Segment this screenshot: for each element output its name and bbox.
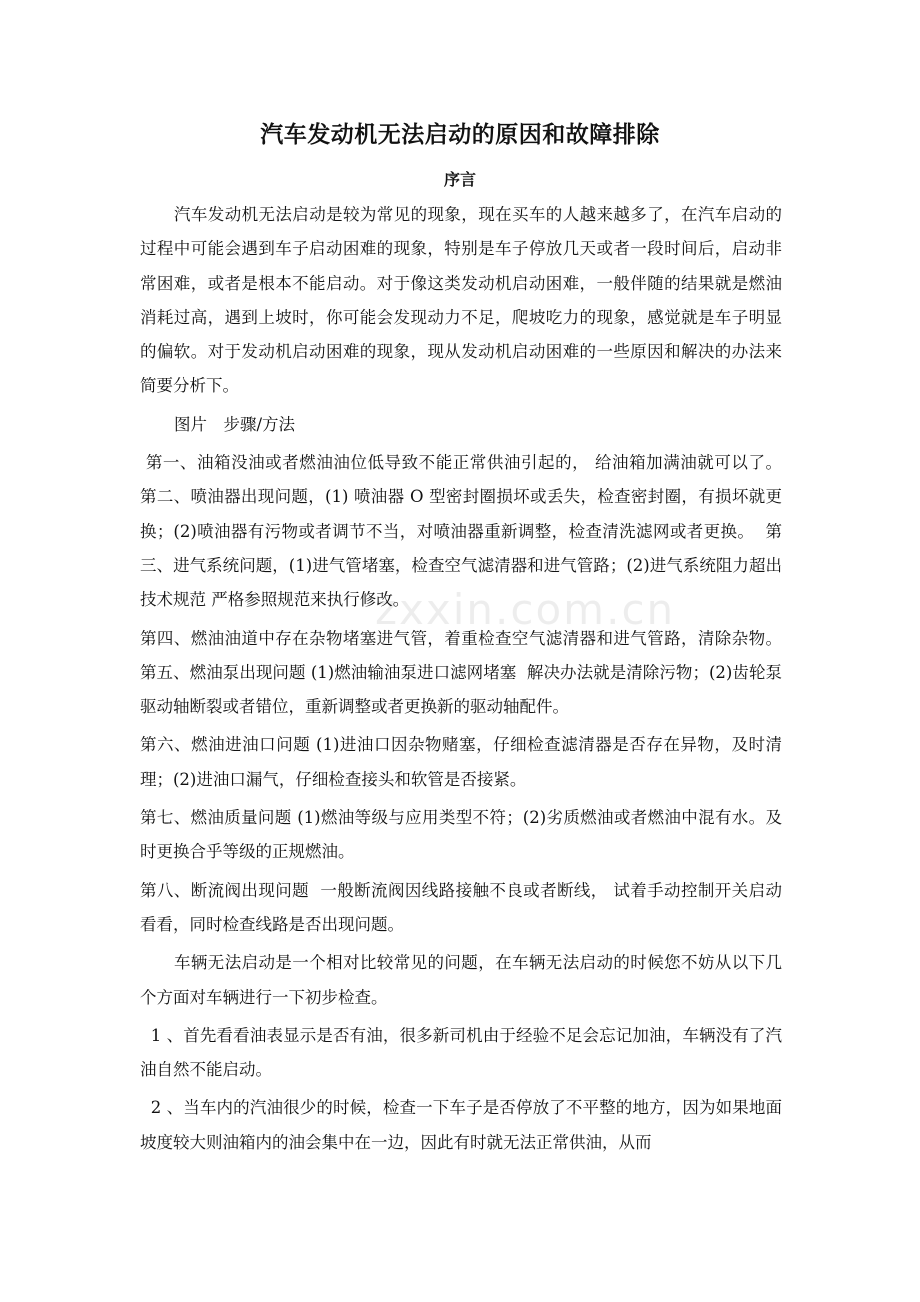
paragraph-step-6: 第六、燃油进油口问题 (1)进油口因杂物赌塞，仔细检查滤清器是否存在异物，及时清理；(2)进油口漏气，仔细检查接头和软管是否接紧。: [140, 735, 782, 789]
intro-paragraph: 汽车发动机无法启动是较为常见的现象，现在买车的人越来越多了，在汽车启动的过程中可能会遇到车子启动困难的现象，特别是车子停放几天或者一段时间后，启动非常困难，或者是根本不能启动。对于像这类发动机启动困难，一般伴随的结果就是燃油消耗过高，遇到上坡时，你可能会发现动力不足，爬坡吃力的现象，感觉就是车子明显的偏软。对于发动机启动困难的现象，现从发动机启动困难的一些原因和解决的办法来简要分析下。: [140, 205, 782, 396]
watermark: zxxin.com.cn: [375, 585, 676, 634]
paragraph-steps-4-5: 第四、燃油油道中存在杂物堵塞进气管，着重检查空气滤清器和进气管路，清除杂物。 第五、燃油泵出现问题 (1)燃油输油泵进口滤网堵塞 解决办法就是清除污物；(2)齿轮泵驱动轴断裂或者错位，重新调整或者更换新的驱动轴配件。: [140, 628, 793, 717]
list-item-check-2: 2 、当车内的汽油很少的时候，检查一下车子是否停放了不平整的地方，因为如果地面坡度较大则油箱内的油会集中在一边，因此有时就无法正常供油，从而: [140, 1098, 782, 1152]
document-subtitle: 序言: [443, 170, 476, 189]
steps-heading: 图片 步骤/方法: [174, 414, 296, 434]
list-item-check-1: 1 、首先看看油表显示是否有油，很多新司机由于经验不足会忘记加油，车辆没有了汽油自然不能启动。: [140, 1025, 782, 1080]
paragraph-steps-1-3: 第一、油箱没油或者燃油油位低导致不能正常供油引起的， 给油箱加满油就可以了。 第二、喷油器出现问题，(1) 喷油器 O 型密封圈损坏或丢失，检查密封圈，有损坏就更换；(2)喷油器有污物或者调节不当，对喷油器重新调整，检查清洗滤网或者更换。 第三、进气系统问题，(1)进气管堵塞，检查空气滤清器和进气管路；(2)进气系统阻力超出技术规范 严格参照规范来执行修改。: [140, 453, 793, 610]
paragraph-step-8: 第八、断流阀出现问题 一般断流阀因线路接触不良或者断线， 试着手动控制开关启动看看，同时检查线路是否出现问题。: [140, 880, 782, 934]
paragraph-check-intro: 车辆无法启动是一个相对比较常见的问题，在车辆无法启动的时候您不妨从以下几个方面对车辆进行一下初步检查。: [140, 953, 782, 1007]
paragraph-step-7: 第七、燃油质量问题 (1)燃油等级与应用类型不符；(2)劣质燃油或者燃油中混有水。及时更换合乎等级的正规燃油。: [140, 808, 782, 862]
document-body: [140, 198, 793, 1160]
document-title: 汽车发动机无法启动的原因和故障排除: [260, 122, 660, 148]
